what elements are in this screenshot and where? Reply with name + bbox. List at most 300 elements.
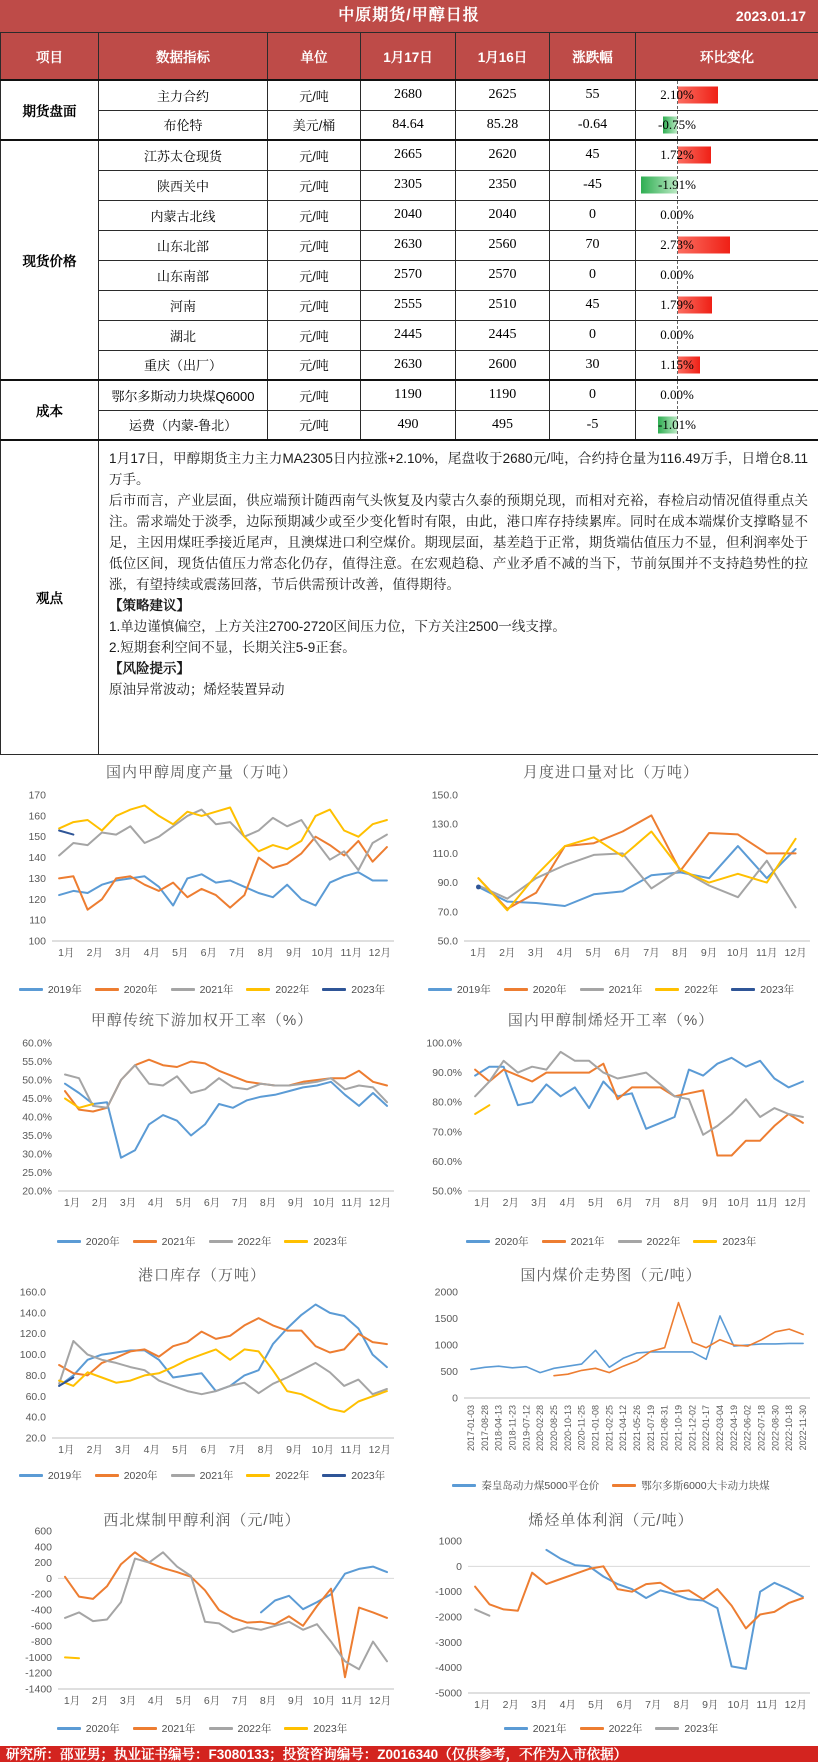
- x-tick-label: 1月: [474, 1196, 491, 1209]
- chart-legend: [2, 982, 402, 997]
- series-line-2019年: [59, 1304, 387, 1391]
- series-point-2023年: [476, 884, 481, 889]
- x-tick-label: 2月: [86, 946, 103, 959]
- pct-wrap: [636, 201, 818, 229]
- x-tick-label: 3月: [531, 1196, 548, 1209]
- series-line-2021年: [65, 1059, 387, 1111]
- pct-value: 0.00%: [660, 267, 694, 282]
- legend-label: 2020年: [494, 1235, 529, 1248]
- table-row: [1, 110, 818, 140]
- cell-day16: 2560: [456, 230, 550, 260]
- cell-indicator: 陕西关中: [99, 170, 268, 200]
- pct-value: 1.79%: [660, 297, 694, 312]
- x-tick-label: 11月: [756, 1196, 778, 1209]
- x-tick-label: 3月: [527, 946, 545, 959]
- pct-value: 1.15%: [660, 356, 694, 372]
- y-tick-label: 0: [456, 1560, 462, 1573]
- legend-swatch: [693, 1240, 717, 1243]
- legend-swatch: [246, 988, 270, 991]
- table-row: [1, 380, 818, 410]
- x-tick-label: 2月: [502, 1196, 519, 1209]
- y-tick-label: 55.0%: [22, 1055, 52, 1068]
- x-tick-label: 1月: [474, 1698, 491, 1711]
- cell-day16: 2350: [456, 170, 550, 200]
- legend-item: [428, 982, 491, 997]
- y-tick-label: 50.0: [437, 935, 458, 947]
- cell-day17: 1190: [361, 380, 456, 410]
- x-tick-label: 7月: [645, 1196, 662, 1209]
- legend-label: 秦皇岛动力煤5000平仓价: [481, 1479, 600, 1492]
- y-tick-label: 150: [28, 830, 46, 843]
- legend-label: 2020年: [123, 1469, 158, 1482]
- legend-item: [612, 1478, 769, 1493]
- x-tick-label: 12月: [368, 1694, 392, 1707]
- legend-swatch: [655, 988, 679, 991]
- group-label: 现货价格: [1, 140, 99, 380]
- cell-unit: 元/吨: [268, 350, 361, 380]
- cell-pct-change: [636, 410, 818, 440]
- x-tick-label: 8月: [259, 1694, 277, 1707]
- legend-label: 2022年: [646, 1235, 681, 1248]
- legend-swatch: [209, 1240, 233, 1243]
- y-tick-label: 110: [29, 914, 46, 927]
- x-tick-label: 8月: [257, 946, 274, 959]
- cell-pct-change: [636, 110, 818, 140]
- x-tick-label: 9月: [286, 1443, 303, 1456]
- legend-item: [466, 1234, 529, 1249]
- x-tick-label: 6月: [203, 1196, 221, 1209]
- cell-change: 0: [550, 260, 636, 290]
- pct-wrap: [636, 141, 818, 169]
- series-line-鄂尔多斯6000大卡动力块煤: [554, 1302, 803, 1375]
- pct-value: -0.75%: [658, 116, 696, 132]
- cell-change: 0: [550, 380, 636, 410]
- x-tick-label: 12月: [784, 1698, 807, 1711]
- x-tick-label: 2月: [499, 946, 516, 959]
- legend-swatch: [95, 1474, 119, 1477]
- x-tick-label: 2020-11-25: [576, 1404, 587, 1450]
- cell-indicator: 江苏太仓现货: [99, 140, 268, 170]
- x-tick-label: 3月: [119, 1196, 137, 1209]
- x-tick-label: 2017-01-03: [465, 1404, 476, 1451]
- y-tick-label: 90.0: [437, 876, 458, 889]
- report-table: [0, 32, 818, 755]
- report-footer: [0, 1746, 818, 1762]
- legend-swatch: [57, 1240, 81, 1243]
- y-tick-label: -400: [30, 1604, 52, 1616]
- x-tick-label: 6月: [200, 946, 217, 959]
- y-tick-label: -600: [30, 1619, 52, 1632]
- x-tick-label: 2021-10-19: [673, 1404, 684, 1451]
- cell-pct-change: [636, 230, 818, 260]
- x-tick-label: 6月: [614, 946, 631, 959]
- legend-item: [246, 1468, 309, 1483]
- x-tick-label: 10月: [727, 1196, 750, 1209]
- x-tick-label: 5月: [175, 1694, 193, 1707]
- chart-title: 港口库存（万吨）: [137, 1266, 266, 1284]
- legend-label: 2023年: [722, 1235, 757, 1248]
- y-tick-label: 160.0: [19, 1286, 46, 1298]
- legend-label: 2020年: [85, 1722, 120, 1735]
- legend-swatch: [466, 1240, 490, 1243]
- legend-item: [95, 982, 158, 997]
- pct-value: -1.01%: [658, 416, 696, 432]
- chart-traditional-downstream-rate: [2, 1003, 402, 1257]
- cell-change: 0: [550, 200, 636, 230]
- pct-value: 0.00%: [660, 327, 694, 342]
- legend-label: 2022年: [684, 983, 719, 996]
- legend-label: 2022年: [608, 1722, 643, 1735]
- cell-change: 70: [550, 230, 636, 260]
- x-tick-label: 2月: [502, 1698, 519, 1711]
- chart-title: 国内甲醇制烯烃开工率（%）: [507, 1011, 715, 1029]
- viewpoint-cell: [99, 440, 818, 754]
- viewpoint-paragraph: 2.短期套利空间不显，长期关注5-9正套。: [109, 640, 356, 655]
- legend-label: 2019年: [456, 983, 491, 996]
- legend-swatch: [428, 988, 452, 991]
- x-tick-label: 2021-05-26: [632, 1404, 642, 1451]
- cell-pct-change: [636, 260, 818, 290]
- y-tick-label: 60.0: [25, 1390, 46, 1403]
- legend-label: 2022年: [275, 983, 310, 996]
- chart-legend: [404, 1234, 818, 1249]
- y-tick-label: -2000: [435, 1611, 462, 1623]
- series-line-2020年: [475, 1057, 803, 1128]
- cell-unit: 元/吨: [268, 200, 361, 230]
- y-tick-label: 60.0%: [22, 1037, 52, 1049]
- x-tick-label: 5月: [588, 1698, 605, 1711]
- pct-wrap: [636, 111, 818, 139]
- cell-indicator: 运费（内蒙-鲁北）: [99, 410, 268, 440]
- chart-olefin-monomer-profit: [404, 1503, 818, 1748]
- legend-swatch: [580, 1727, 604, 1730]
- cell-day16: 2445: [456, 320, 550, 350]
- x-tick-label: 2022-10-18: [784, 1404, 795, 1451]
- y-tick-label: 100.0: [19, 1348, 46, 1361]
- legend-swatch: [95, 988, 119, 991]
- legend-label: 2019年: [47, 983, 82, 996]
- legend-item: [655, 982, 718, 997]
- cell-indicator: 内蒙古北线: [99, 200, 268, 230]
- legend-swatch: [612, 1484, 636, 1487]
- y-tick-label: 170: [28, 789, 46, 801]
- x-tick-label: 2021-01-08: [590, 1404, 601, 1451]
- x-tick-label: 4月: [559, 1196, 576, 1209]
- cell-change: 45: [550, 290, 636, 320]
- x-tick-label: 2022-06-02: [742, 1404, 753, 1451]
- legend-swatch: [133, 1240, 157, 1243]
- legend-item: [580, 982, 643, 997]
- x-tick-label: 8月: [673, 1698, 690, 1711]
- legend-item: [133, 1234, 196, 1249]
- cell-indicator: 湖北: [99, 320, 268, 350]
- legend-item: [19, 1468, 82, 1483]
- chart-title: 甲醇传统下游加权开工率（%）: [90, 1011, 314, 1029]
- y-tick-label: 25.0%: [22, 1166, 52, 1179]
- x-tick-label: 4月: [556, 946, 574, 959]
- x-tick-label: 1月: [63, 1694, 81, 1707]
- x-tick-label: 8月: [257, 1443, 274, 1456]
- legend-swatch: [171, 988, 195, 991]
- charts-section: [0, 755, 818, 1746]
- cell-unit: 元/吨: [268, 320, 361, 350]
- pct-wrap: [636, 261, 818, 289]
- pct-value: -1.91%: [658, 177, 696, 192]
- y-tick-label: 120: [28, 893, 46, 906]
- legend-swatch: [284, 1727, 308, 1730]
- column-header: 1月17日: [361, 33, 456, 81]
- cell-day17: 2630: [361, 350, 456, 380]
- series-line-2020年: [59, 1318, 387, 1375]
- cell-pct-change: [636, 170, 818, 200]
- cell-unit: 元/吨: [268, 290, 361, 320]
- series-line-2023年: [65, 1657, 79, 1658]
- y-tick-label: 70.0%: [432, 1125, 462, 1138]
- x-tick-label: 2020-02-28: [535, 1404, 546, 1451]
- series-line-2022年: [65, 1552, 387, 1669]
- y-tick-label: 200: [34, 1556, 52, 1569]
- cell-pct-change: [636, 320, 818, 350]
- column-header: 数据指标: [99, 33, 268, 81]
- legend-item: [57, 1721, 120, 1736]
- chart-legend: [404, 1721, 818, 1736]
- y-tick-label: -200: [30, 1588, 52, 1601]
- pct-wrap: [636, 231, 818, 259]
- y-tick-label: 140: [28, 851, 46, 864]
- x-tick-label: 6月: [203, 1694, 221, 1707]
- x-tick-label: 2022-01-17: [701, 1404, 712, 1451]
- series-line-2022年: [59, 805, 387, 851]
- x-tick-label: 7月: [229, 946, 246, 959]
- y-tick-label: 45.0%: [22, 1092, 52, 1105]
- chart-canvas: [2, 1003, 402, 1257]
- legend-item: [504, 982, 567, 997]
- legend-label: 2021年: [161, 1235, 196, 1248]
- y-tick-label: 130.0: [431, 818, 458, 831]
- chart-legend: [404, 1478, 818, 1493]
- y-tick-label: 1000: [438, 1535, 462, 1547]
- x-tick-label: 3月: [115, 946, 132, 959]
- legend-item: [322, 1468, 385, 1483]
- legend-label: 2022年: [237, 1722, 272, 1735]
- y-tick-label: 60.0%: [432, 1155, 462, 1168]
- legend-swatch: [322, 988, 346, 991]
- y-tick-label: -800: [30, 1635, 52, 1648]
- legend-item: [322, 982, 385, 997]
- x-tick-label: 7月: [643, 946, 660, 959]
- table-row: [1, 320, 818, 350]
- chart-legend: [404, 982, 818, 997]
- series-line-2023年: [59, 830, 73, 834]
- x-tick-label: 9月: [286, 946, 303, 959]
- chart-legend: [2, 1721, 402, 1736]
- x-tick-label: 11月: [756, 1698, 778, 1711]
- legend-label: 2023年: [351, 1469, 386, 1482]
- chart-northwest-coal-methanol-profit: [2, 1503, 402, 1748]
- legend-item: [171, 1468, 234, 1483]
- cell-indicator: 鄂尔多斯动力块煤Q6000: [99, 380, 268, 410]
- cell-unit: 元/吨: [268, 380, 361, 410]
- pct-wrap: [636, 81, 818, 109]
- x-tick-label: 2017-08-28: [479, 1404, 490, 1451]
- chart-legend: [2, 1234, 402, 1249]
- x-tick-label: 11月: [340, 946, 362, 959]
- table-row: [1, 140, 818, 170]
- cell-unit: 元/吨: [268, 140, 361, 170]
- pct-value: 2.73%: [660, 237, 694, 252]
- chart-canvas: [404, 755, 818, 1003]
- y-tick-label: 70.0: [437, 905, 458, 918]
- column-header: 单位: [268, 33, 361, 81]
- cell-unit: 元/吨: [268, 260, 361, 290]
- report-date: 2023.01.17: [735, 8, 806, 24]
- pct-value: 1.72%: [660, 147, 694, 163]
- x-tick-label: 7月: [645, 1698, 662, 1711]
- y-tick-label: 20.0%: [22, 1185, 52, 1197]
- series-line-2023年: [475, 1609, 489, 1615]
- x-tick-label: 2021-04-12: [618, 1404, 629, 1451]
- y-tick-label: 30.0%: [22, 1148, 52, 1160]
- cell-unit: 美元/桶: [268, 110, 361, 140]
- legend-swatch: [655, 1727, 679, 1730]
- pct-wrap: [636, 411, 818, 439]
- y-tick-label: -1000: [435, 1585, 462, 1598]
- cell-day17: 2040: [361, 200, 456, 230]
- legend-item: [618, 1234, 681, 1249]
- y-tick-label: 50.0%: [432, 1185, 462, 1197]
- legend-swatch: [452, 1484, 476, 1487]
- x-tick-label: 3月: [531, 1698, 548, 1711]
- legend-swatch: [580, 988, 604, 991]
- table-header-row: [1, 33, 818, 81]
- legend-item: [246, 982, 309, 997]
- cell-day17: 2555: [361, 290, 456, 320]
- legend-label: 2020年: [532, 983, 567, 996]
- y-tick-label: 400: [34, 1540, 52, 1553]
- legend-label: 2023年: [351, 983, 386, 996]
- x-tick-label: 8月: [672, 946, 689, 959]
- legend-item: [284, 1234, 347, 1249]
- y-tick-label: 110.0: [432, 847, 458, 860]
- series-line-2021年: [546, 1549, 803, 1668]
- viewpoint-paragraph: 原油异常波动；烯烃装置异动: [109, 682, 285, 697]
- legend-label: 2021年: [608, 983, 643, 996]
- chart-canvas: [2, 755, 402, 1003]
- series-line-2022年: [475, 1566, 803, 1628]
- x-tick-label: 10月: [726, 946, 750, 959]
- x-tick-label: 4月: [143, 946, 160, 959]
- x-tick-label: 8月: [259, 1196, 277, 1209]
- series-line-2020年: [261, 1566, 387, 1612]
- legend-item: [209, 1721, 272, 1736]
- y-tick-label: 100.0%: [426, 1037, 462, 1049]
- viewpoint-paragraph: 后市而言，产业层面，供应端预计随西南气头恢复及内蒙古久泰的预期兑现，而相对充裕，春检启动情况值得重点关注。需求端处于淡季，边际预期减少或至少变化暂时有限，由此，港口库存持续累库。同时在成本端煤价支撑略显不足，主因用煤旺季接近尾声，且澳煤进口利空煤价。期现层面，基差趋于正常，期货端估值压力不显，但利润率处于低位区间，现货估值压力常态化仍存，值得注意。在宏观趋稳、产业矛盾不减的当下，节前氛围并不支持趋势性的拉涨，有望持续或震荡回落，节后供需预计改善，值得期待。: [109, 493, 808, 592]
- x-tick-label: 2022-08-30: [770, 1404, 781, 1451]
- viewpoint-row: [1, 440, 818, 754]
- cell-indicator: 布伦特: [99, 110, 268, 140]
- y-tick-label: 40.0%: [22, 1111, 52, 1123]
- cell-unit: 元/吨: [268, 410, 361, 440]
- y-tick-label: 140.0: [19, 1306, 46, 1319]
- legend-label: 2021年: [161, 1722, 196, 1735]
- legend-label: 2023年: [313, 1235, 348, 1248]
- table-row: [1, 200, 818, 230]
- x-tick-label: 7月: [231, 1196, 249, 1209]
- legend-label: 2022年: [275, 1469, 310, 1482]
- cell-day16: 2510: [456, 290, 550, 320]
- cell-pct-change: [636, 80, 818, 110]
- legend-item: [57, 1234, 120, 1249]
- legend-swatch: [504, 988, 528, 991]
- viewpoint-paragraph: 1.单边谨慎偏空，上方关注2700-2720区间压力位，下方关注2500一线支撑。: [109, 619, 566, 634]
- legend-label: 2020年: [123, 983, 158, 996]
- viewpoint-paragraph: 【策略建议】: [109, 598, 190, 613]
- cell-day17: 2305: [361, 170, 456, 200]
- column-header: 项目: [1, 33, 99, 81]
- legend-label: 2022年: [237, 1235, 272, 1248]
- legend-label: 2023年: [313, 1722, 348, 1735]
- series-line-2021年: [59, 1341, 387, 1394]
- legend-swatch: [246, 1474, 270, 1477]
- page-title: 中原期货/甲醇日报: [338, 7, 480, 24]
- legend-swatch: [618, 1240, 642, 1243]
- x-tick-label: 9月: [287, 1694, 305, 1707]
- y-tick-label: -1400: [25, 1683, 52, 1695]
- y-tick-label: 35.0%: [22, 1129, 52, 1142]
- pct-wrap: [636, 351, 818, 379]
- legend-item: [284, 1721, 347, 1736]
- x-tick-label: 8月: [673, 1196, 690, 1209]
- x-tick-label: 2020-10-13: [562, 1404, 573, 1451]
- legend-item: [452, 1478, 599, 1493]
- cell-change: 45: [550, 140, 636, 170]
- legend-label: 2023年: [760, 983, 795, 996]
- x-tick-label: 2019-07-12: [521, 1404, 532, 1451]
- series-line-2020年: [478, 815, 795, 909]
- x-tick-label: 2021-12-02: [687, 1404, 698, 1451]
- x-tick-label: 11月: [340, 1443, 362, 1456]
- pct-wrap: [636, 381, 818, 409]
- legend-item: [542, 1234, 605, 1249]
- legend-swatch: [133, 1727, 157, 1730]
- table-row: [1, 350, 818, 380]
- x-tick-label: 9月: [702, 1196, 719, 1209]
- x-tick-label: 9月: [702, 1698, 719, 1711]
- legend-item: [580, 1721, 643, 1736]
- series-line-2020年: [59, 836, 387, 909]
- cell-change: 0: [550, 320, 636, 350]
- legend-swatch: [171, 1474, 195, 1477]
- cell-day16: 2620: [456, 140, 550, 170]
- chart-canvas: [404, 1503, 818, 1748]
- x-tick-label: 5月: [172, 1443, 189, 1456]
- chart-legend: [2, 1468, 402, 1483]
- cell-change: -45: [550, 170, 636, 200]
- legend-label: 2021年: [199, 1469, 234, 1482]
- chart-title: 月度进口量对比（万吨）: [522, 763, 699, 781]
- x-tick-label: 4月: [147, 1694, 165, 1707]
- cell-day17: 2665: [361, 140, 456, 170]
- viewpoint-paragraph: 【风险提示】: [109, 661, 190, 676]
- y-tick-label: 80.0%: [432, 1096, 462, 1109]
- cell-day17: 2680: [361, 80, 456, 110]
- pct-value: 0.00%: [660, 207, 694, 222]
- x-tick-label: 4月: [143, 1443, 160, 1456]
- cell-unit: 元/吨: [268, 230, 361, 260]
- chart-domestic-coal-price: [404, 1258, 818, 1503]
- x-tick-label: 11月: [341, 1196, 363, 1209]
- viewpoint-paragraph: 1月17日，甲醇期货主力主力MA2305日内拉涨+2.10%，尾盘收于2680元/吨，合约持仓量为116.49万手，日增仓8.11万手。: [109, 451, 808, 487]
